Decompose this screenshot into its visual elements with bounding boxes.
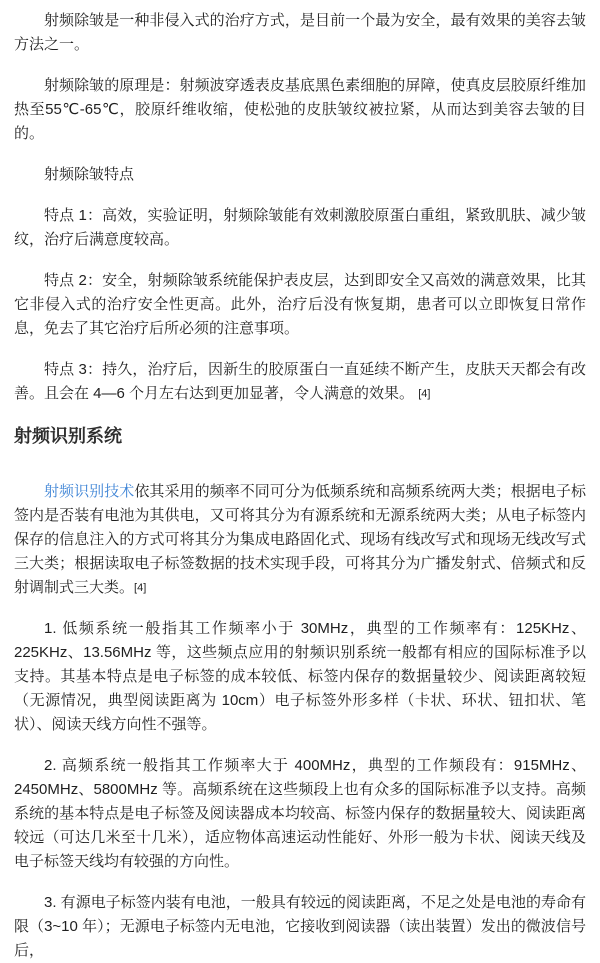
paragraph-rfid-classification [14, 480, 586, 600]
paragraph-feature-2: 特点 2：安全，射频除皱系统能保护表皮层，达到即安全又高效的满意效果，比其它非侵入式的治疗安全性更高。此外，治疗后没有恢复期，患者可以立即恢复日常作息，免去了其它治疗后所必须的注意事项。 [14, 272, 586, 337]
paragraph-feature-1: 特点 1：高效，实验证明，射频除皱能有效刺激胶原蛋白重组，紧致肌肤、减少皱纹，治疗后满意度较高。 [14, 207, 586, 248]
paragraph-high-frequency-systems: 2. 高频系统一般指其工作频率大于 400MHz，典型的工作频段有：915MHz、2450MHz、5800MHz 等。高频系统在这些频段上也有众多的国际标准予以支持。高频系统的基本特点是电子标签及阅读器成本均较高、标签内保存的数据量较大、阅读距离较远（可达几米至十几米），适应物体高速运动性能好、外形一般为卡状、阅读天线及电子标签天线均有较强的方向性。 [14, 757, 586, 870]
reference-4-link[interactable]: [4] [418, 388, 431, 400]
paragraph-rf-wrinkle-features-title: 射频除皱特点 [44, 166, 135, 183]
rfid-classification-text: 依其采用的频率不同可分为低频系统和高频系统两大类；根据电子标签内是否装有电池为其供电，又可将其分为有源系统和无源系统两大类；从电子标签内保存的信息注入的方式可将其分为集成电路固化式、现场有线改写式和现场无线改写式三大类；根据读取电子标签数据的技术实现手段，可将其分为广播发射式、倍频式和反射调制式三大类。 [14, 483, 586, 596]
paragraph-feature-3 [14, 358, 586, 406]
paragraph-low-frequency-systems: 1. 低频系统一般指其工作频率小于 30MHz，典型的工作频率有：125KHz、225KHz、13.56MHz 等，这些频点应用的射频识别系统一般都有相应的国际标准予以支持。其基本特点是电子标签的成本较低、标签内保存的数据量较少、阅读距离较短（无源情况，典型阅读距离为 10cm）电子标签外形多样（卡状、环状、钮扣状、笔状）、阅读天线方向性不强等。 [14, 620, 586, 733]
paragraph-rf-wrinkle-intro: 射频除皱是一种非侵入式的治疗方式，是目前一个最为安全，最有效果的美容去皱方法之一。 [14, 12, 586, 53]
section-heading-rfid-system: 射频识别系统 [14, 426, 122, 446]
feature-3-text: 特点 3：持久，治疗后，因新生的胶原蛋白一直延续不断产生，皮肤天天都会有改善。且会在 4—6 个月左右达到更加显著，令人满意的效果。 [14, 361, 586, 402]
paragraph-rf-wrinkle-principle: 射频除皱的原理是：射频波穿透表皮基底黑色素细胞的屏障，使真皮层胶原纤维加热至55℃-65℃，胶原纤维收缩，使松弛的皮肤皱纹被拉紧，从而达到美容去皱的目的。 [14, 77, 586, 142]
reference-4-link[interactable]: [4] [134, 582, 147, 594]
paragraph-active-passive-tags: 3. 有源电子标签内装有电池，一般具有较远的阅读距离，不足之处是电池的寿命有限（3~10 年）；无源电子标签内无电池，它接收到阅读器（读出装置）发出的微波信号后， [14, 894, 586, 959]
rfid-technology-link[interactable]: 射频识别技术 [44, 483, 135, 500]
